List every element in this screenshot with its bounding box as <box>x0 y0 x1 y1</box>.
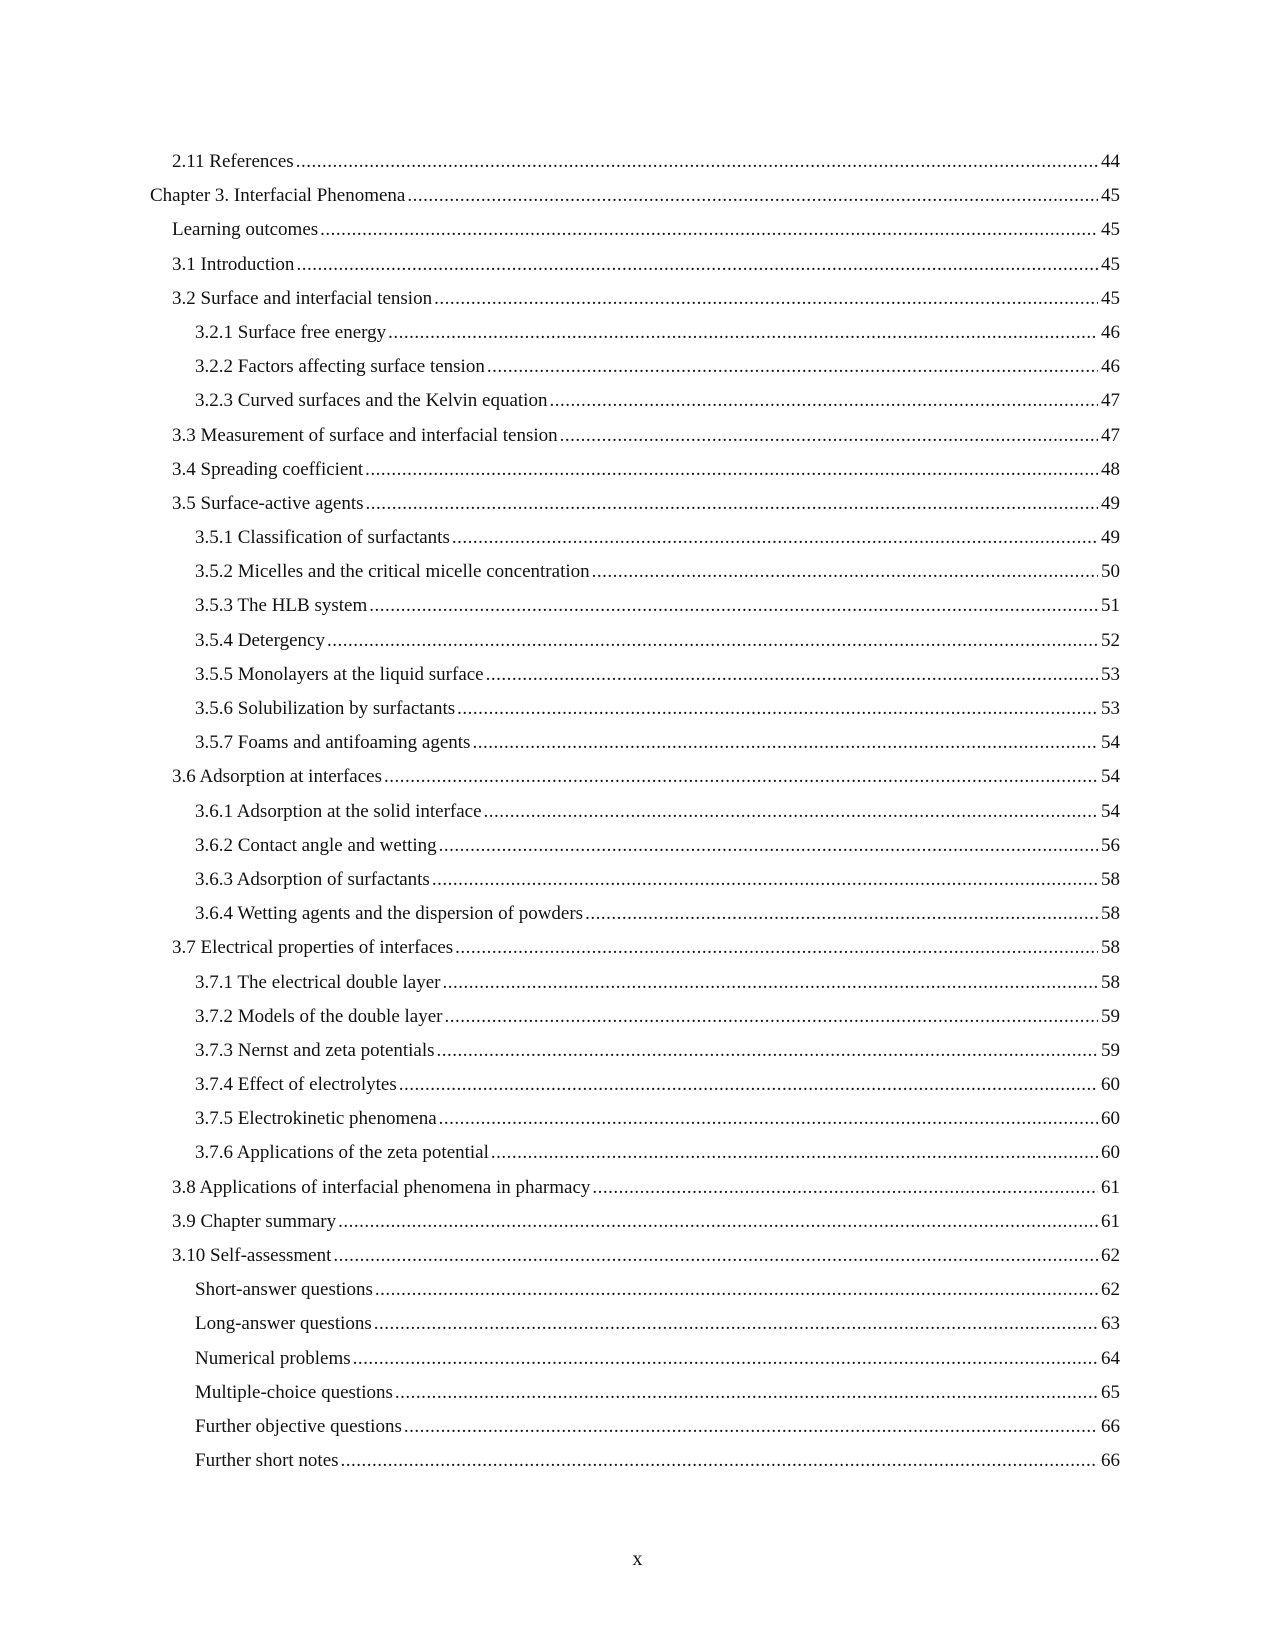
toc-entry-title: 3.5.4 Detergency <box>195 629 325 651</box>
toc-leader-dots <box>560 419 1098 453</box>
toc-entry <box>150 248 1120 282</box>
toc-entry-title: 3.6.4 Wetting agents and the dispersion of powders <box>195 903 584 925</box>
toc-entry-title: 3.2.2 Factors affecting surface tension <box>195 356 485 378</box>
toc-entry-title: 3.8 Applications of interfacial phenomena in pharmacy <box>172 1176 591 1198</box>
toc-entry <box>150 1034 1120 1068</box>
toc-entry <box>150 931 1120 965</box>
toc-entry <box>150 1376 1120 1410</box>
toc-entry <box>150 350 1120 384</box>
toc-entry <box>150 1205 1120 1239</box>
toc-leader-dots <box>375 1273 1098 1307</box>
toc-entry <box>150 521 1120 555</box>
toc-entry <box>150 316 1120 350</box>
toc-leader-dots <box>439 1102 1098 1136</box>
toc-entry-title: 3.5.7 Foams and antifoaming agents <box>195 732 471 754</box>
toc-entry-title: Further short notes <box>195 1450 339 1472</box>
toc-leader-dots <box>434 282 1098 316</box>
toc-entry-title: 3.7.4 Effect of electrolytes <box>195 1074 397 1096</box>
toc-leader-dots <box>353 1342 1098 1376</box>
toc-entry-title: 3.1 Introduction <box>172 253 295 275</box>
toc-entry <box>150 726 1120 760</box>
toc-entry-page: 64 <box>1101 1347 1120 1369</box>
toc-entry-title: 3.6.1 Adsorption at the solid interface <box>195 800 482 822</box>
toc-entry-title: 3.2.3 Curved surfaces and the Kelvin equation <box>195 390 548 412</box>
toc-entry-page: 52 <box>1101 629 1120 651</box>
toc-leader-dots <box>296 145 1098 179</box>
toc-leader-dots <box>444 1000 1098 1034</box>
toc-entry-page: 61 <box>1101 1210 1120 1232</box>
toc-entry <box>150 863 1120 897</box>
toc-leader-dots <box>366 487 1099 521</box>
toc-entry <box>150 589 1120 623</box>
toc-leader-dots <box>472 726 1098 760</box>
toc-leader-dots <box>327 624 1098 658</box>
toc-entry <box>150 1102 1120 1136</box>
toc-leader-dots <box>432 863 1098 897</box>
toc-entry-title: 3.5.2 Micelles and the critical micelle concentration <box>195 561 590 583</box>
table-of-contents <box>150 145 1120 1478</box>
toc-entry-title: 3.2.1 Surface free energy <box>195 321 387 343</box>
toc-leader-dots <box>365 453 1098 487</box>
toc-leader-dots <box>395 1376 1098 1410</box>
toc-entry-title: 3.6 Adsorption at interfaces <box>172 766 383 788</box>
toc-entry-page: 44 <box>1101 151 1120 172</box>
toc-entry <box>150 555 1120 589</box>
toc-entry-page: 53 <box>1101 663 1120 685</box>
toc-entry <box>150 1307 1120 1341</box>
toc-entry-page: 56 <box>1101 834 1120 856</box>
toc-entry-title: Multiple-choice questions <box>195 1381 393 1403</box>
toc-entry <box>150 1171 1120 1205</box>
toc-entry-title: 3.6.2 Contact angle and wetting <box>195 834 437 856</box>
toc-entry-page: 49 <box>1101 492 1120 514</box>
toc-leader-dots <box>437 1034 1098 1068</box>
toc-entry-title: 3.5.5 Monolayers at the liquid surface <box>195 663 484 685</box>
toc-entry <box>150 760 1120 794</box>
toc-entry-title: 3.6.3 Adsorption of surfactants <box>195 868 430 890</box>
toc-entry-title: Numerical problems <box>195 1347 351 1369</box>
toc-entry-title: 2.11 References <box>172 151 294 172</box>
toc-entry-title: 3.9 Chapter summary <box>172 1210 337 1232</box>
toc-leader-dots <box>484 795 1098 829</box>
toc-entry-title: 3.2 Surface and interfacial tension <box>172 287 433 309</box>
page-number: x <box>632 1548 643 1570</box>
toc-leader-dots <box>592 555 1098 589</box>
toc-entry <box>150 692 1120 726</box>
toc-leader-dots <box>296 248 1098 282</box>
toc-entry-page: 66 <box>1101 1415 1120 1437</box>
toc-entry <box>150 487 1120 521</box>
toc-entry-page: 54 <box>1101 800 1120 822</box>
toc-entry <box>150 966 1120 1000</box>
toc-leader-dots <box>399 1068 1098 1102</box>
toc-entry <box>150 795 1120 829</box>
toc-entry <box>150 897 1120 931</box>
toc-leader-dots <box>443 966 1099 1000</box>
toc-leader-dots <box>452 521 1098 555</box>
toc-entry-title: 3.7.6 Applications of the zeta potential <box>195 1142 489 1164</box>
toc-leader-dots <box>388 316 1098 350</box>
toc-leader-dots <box>374 1307 1098 1341</box>
toc-entry-page: 49 <box>1101 527 1120 549</box>
toc-entry <box>150 213 1120 247</box>
toc-entry-title: 3.7.1 The electrical double layer <box>195 971 441 993</box>
toc-entry-page: 62 <box>1101 1245 1120 1266</box>
toc-entry-page: 60 <box>1101 1074 1120 1096</box>
toc-entry-page: 47 <box>1101 424 1120 446</box>
toc-leader-dots <box>487 350 1098 384</box>
toc-entry <box>150 179 1120 213</box>
toc-entry <box>150 1000 1120 1034</box>
toc-entry <box>150 1444 1120 1478</box>
toc-entry-page: 51 <box>1101 595 1120 617</box>
toc-leader-dots <box>369 589 1098 623</box>
toc-entry-page: 62 <box>1101 1279 1120 1301</box>
toc-entry-page: 60 <box>1101 1108 1120 1130</box>
toc-leader-dots <box>585 897 1098 931</box>
toc-entry-title: 3.10 Self-assessment <box>172 1245 332 1266</box>
toc-entry-title: 3.5.3 The HLB system <box>195 595 368 617</box>
toc-entry <box>150 145 1120 179</box>
toc-entry-page: 45 <box>1101 185 1120 207</box>
toc-entry-page: 66 <box>1101 1450 1120 1472</box>
toc-entry <box>150 1410 1120 1444</box>
toc-leader-dots <box>592 1171 1098 1205</box>
toc-entry-title: Short-answer questions <box>195 1279 373 1301</box>
toc-entry <box>150 1136 1120 1170</box>
toc-entry <box>150 282 1120 316</box>
toc-leader-dots <box>549 384 1098 418</box>
toc-leader-dots <box>486 658 1098 692</box>
toc-entry <box>150 1273 1120 1307</box>
toc-leader-dots <box>439 829 1098 863</box>
toc-entry-page: 48 <box>1101 458 1120 480</box>
toc-entry-title: 3.3 Measurement of surface and interfacial tension <box>172 424 558 446</box>
toc-entry-title: 3.7 Electrical properties of interfaces <box>172 937 454 959</box>
toc-entry-page: 45 <box>1101 219 1120 241</box>
toc-entry-page: 58 <box>1101 937 1120 959</box>
toc-entry <box>150 624 1120 658</box>
toc-entry-title: Learning outcomes <box>172 219 319 241</box>
toc-entry-title: 3.5.1 Classification of surfactants <box>195 527 450 549</box>
toc-entry-page: 63 <box>1101 1313 1120 1335</box>
toc-entry-page: 59 <box>1101 1039 1120 1061</box>
toc-entry-title: 3.7.3 Nernst and zeta potentials <box>195 1039 435 1061</box>
toc-entry-page: 45 <box>1101 253 1120 275</box>
toc-entry-title: 3.5 Surface-active agents <box>172 492 364 514</box>
toc-leader-dots <box>341 1444 1098 1478</box>
toc-leader-dots <box>491 1136 1098 1170</box>
toc-entry-page: 50 <box>1101 561 1120 583</box>
toc-entry-page: 53 <box>1101 698 1120 719</box>
toc-entry <box>150 419 1120 453</box>
toc-entry-page: 54 <box>1101 766 1120 788</box>
toc-entry-page: 65 <box>1101 1381 1120 1403</box>
toc-leader-dots <box>338 1205 1098 1239</box>
toc-entry-page: 47 <box>1101 390 1120 412</box>
toc-leader-dots <box>457 692 1098 726</box>
toc-leader-dots <box>407 179 1098 213</box>
toc-leader-dots <box>404 1410 1098 1444</box>
toc-entry-page: 54 <box>1101 732 1120 754</box>
toc-entry <box>150 829 1120 863</box>
toc-entry-page: 58 <box>1101 868 1120 890</box>
toc-entry <box>150 453 1120 487</box>
toc-entry-title: 3.5.6 Solubilization by surfactants <box>195 698 456 719</box>
toc-entry <box>150 1239 1120 1273</box>
toc-leader-dots <box>320 213 1098 247</box>
toc-entry-page: 58 <box>1101 971 1120 993</box>
toc-entry-title: Long-answer questions <box>195 1313 372 1335</box>
toc-entry-page: 58 <box>1101 903 1120 925</box>
toc-entry <box>150 1068 1120 1102</box>
toc-entry-page: 59 <box>1101 1005 1120 1027</box>
toc-entry-title: 3.7.2 Models of the double layer <box>195 1005 443 1027</box>
toc-entry-title: Chapter 3. Interfacial Phenomena <box>150 185 406 207</box>
toc-entry-page: 46 <box>1101 321 1120 343</box>
toc-entry-title: 3.4 Spreading coefficient <box>172 458 364 480</box>
toc-entry-page: 45 <box>1101 287 1120 309</box>
toc-leader-dots <box>455 931 1098 965</box>
toc-entry-page: 46 <box>1101 356 1120 378</box>
toc-entry-title: Further objective questions <box>195 1415 402 1437</box>
toc-leader-dots <box>333 1239 1098 1273</box>
toc-entry-title: 3.7.5 Electrokinetic phenomena <box>195 1108 437 1130</box>
toc-entry <box>150 1342 1120 1376</box>
toc-entry <box>150 658 1120 692</box>
toc-entry-page: 61 <box>1101 1176 1120 1198</box>
toc-entry <box>150 384 1120 418</box>
toc-entry-page: 60 <box>1101 1142 1120 1164</box>
toc-leader-dots <box>384 760 1098 794</box>
